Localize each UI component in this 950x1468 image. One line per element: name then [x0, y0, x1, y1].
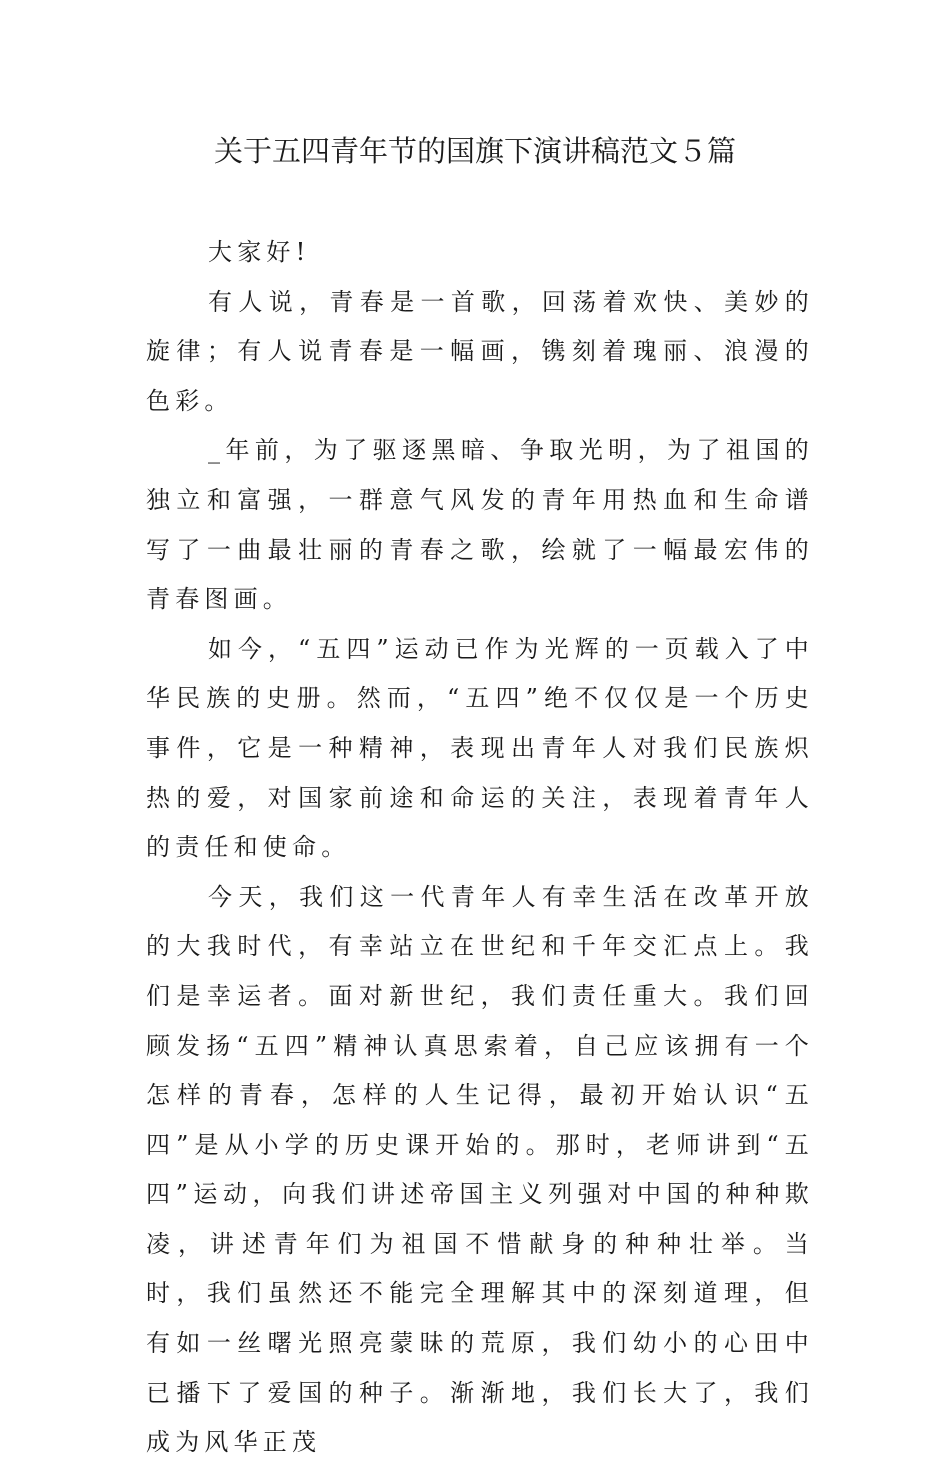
greeting-line: 大家好!: [208, 238, 311, 266]
paragraph-4: 今天，我们这一代青年人有幸生活在改革开放的大我时代，有幸站立在世纪和千年交汇点上。我们是幸运者。面对新世纪，我们责任重大。我们回顾发扬“五四”精神认真思索着，自己应该拥有一个怎样的青春，怎样的人生记得，最初开始认识“五四”是从小学的历史课开始的。那时，老师讲到“五四”运动，向我们讲述帝国主义列强对中国的种种欺凌，讲述青年们为祖国不惜献身的种种壮举。当时，我们虽然还不能完全理解其中的深刻道理，但有如一丝曙光照亮蒙昧的荒原，我们幼小的心田中已播下了爱国的种子。渐渐地，我们长大了，我们成为风华正茂: [146, 882, 814, 1457]
paragraph-2: _年前，为了驱逐黑暗、争取光明，为了祖国的独立和富强，一群意气风发的青年用热血和生命谱写了一曲最壮丽的青春之歌，绘就了一幅最宏伟的青春图画。: [146, 436, 814, 614]
document-body: [146, 228, 814, 1468]
paragraph-1: 有人说，青春是一首歌，回荡着欢快、美妙的旋律；有人说青春是一幅画，镌刻着瑰丽、浪漫的色彩。: [146, 287, 814, 415]
document-title: 关于五四青年节的国旗下演讲稿范文５篇: [213, 134, 736, 168]
paragraph-3: 如今，“五四”运动已作为光辉的一页载入了中华民族的史册。然而，“五四”绝不仅仅是一个历史事件，它是一种精神，表现出青年人对我们民族炽热的爱，对国家前途和命运的关注，表现着青年人的责任和使命。: [146, 634, 814, 862]
